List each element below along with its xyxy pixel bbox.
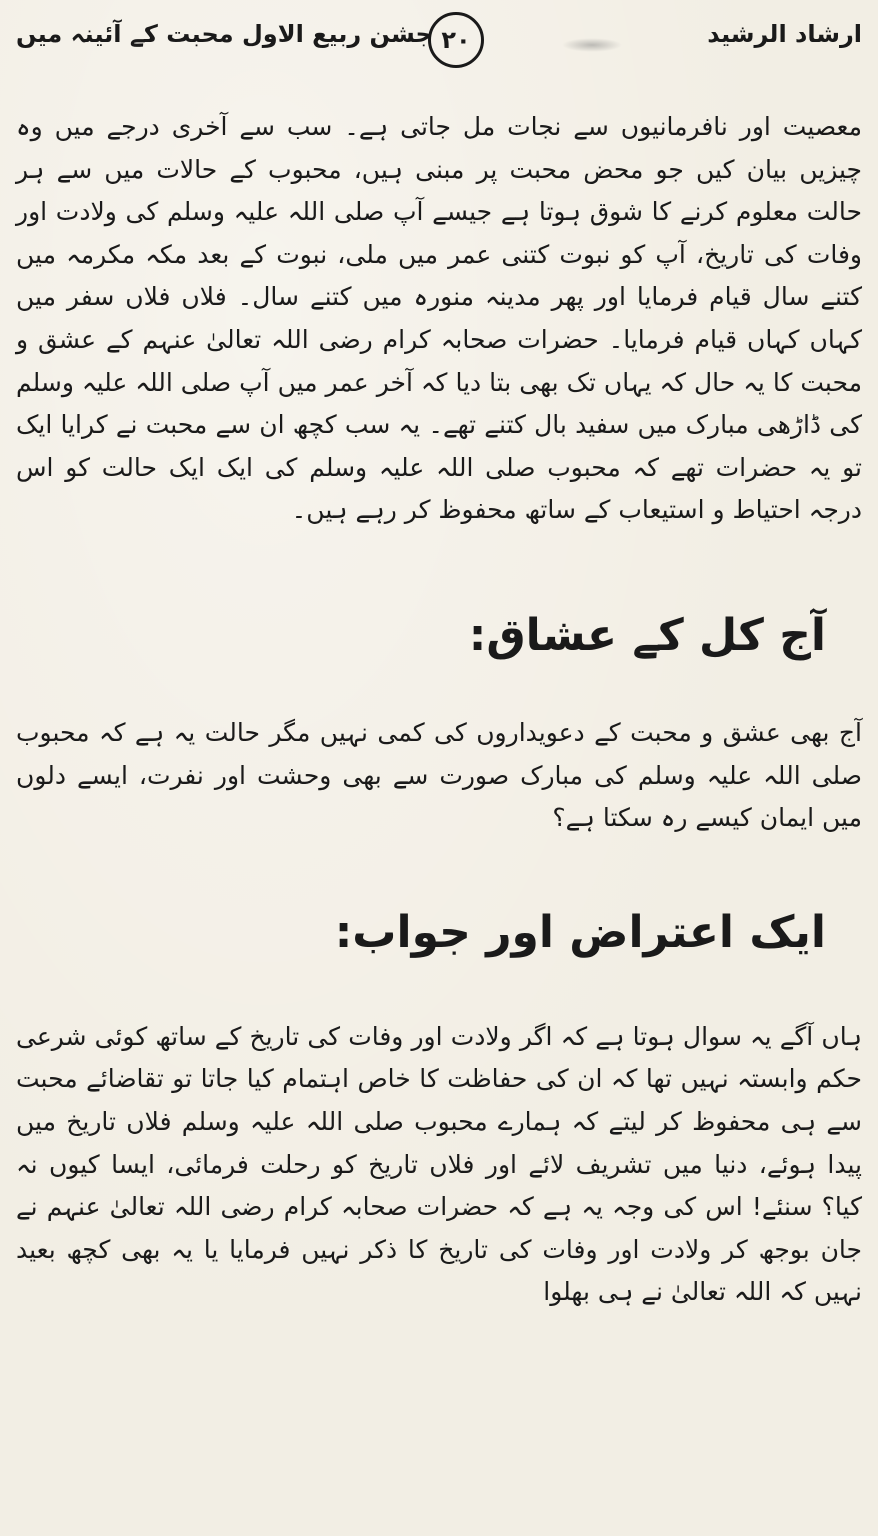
section-heading-lovers-today: آج کل کے عشاق: — [468, 609, 826, 661]
paragraph-intro: معصیت اور نافرمانیوں سے نجات مل جاتی ہے۔ سب سے آخری درجے میں وہ چیزیں بیان کیں جو محض محبت پر مبنی ہیں، محبوب کے حالات میں سے ہر حالت معلوم کرنے کا شوق ہوتا ہے جیسے آپ صلی اللہ علیہ وسلم کی ولادت اور وفات کی تاریخ، آپ کو نبوت کتنی عمر میں ملی، نبوت کے بعد مکہ مکرمہ میں کتنے سال قیام فرمایا اور پھر مدینہ منورہ میں کتنے سال۔ فلاں فلاں سفر میں کہاں کہاں قیام فرمایا۔ حضرات صحابہ کرام رضی اللہ تعالیٰ عنہم کے عشق و محبت کا یہ حال کہ یہاں تک بھی بتا دیا کہ آخر عمر میں آپ صلی اللہ علیہ وسلم کی ڈاڑھی مبارک میں سفید بال کتنے تھے۔ یہ سب کچھ ان سے محبت نے کرایا ایک تو یہ حضرات تھے کہ محبوب صلی اللہ علیہ وسلم کی ایک ایک حالت کو اس درجہ احتیاط و استیعاب کے ساتھ محفوظ کر رہے ہیں۔ — [16, 112, 862, 525]
section-heading-objection-answer: ایک اعتراض اور جواب: — [334, 906, 826, 958]
chapter-title: جشن ربیع الاول محبت کے آئینہ میں — [16, 20, 433, 48]
paragraph-lovers-today: آج بھی عشق و محبت کے دعویداروں کی کمی نہیں مگر حالت یہ ہے کہ محبوب صلی اللہ علیہ وسلم کی مبارک صورت سے بھی وحشت اور نفرت، ایسے دلوں میں ایمان کیسے رہ سکتا ہے؟ — [16, 717, 862, 833]
page-number-circle: ۲۰ — [428, 12, 484, 68]
book-title: ارشاد الرشید — [707, 20, 862, 48]
print-smudge — [562, 38, 622, 52]
paragraph-objection-answer: ہاں آگے یہ سوال ہوتا ہے کہ اگر ولادت اور وفات کی تاریخ کے ساتھ کوئی شرعی حکم وابستہ نہیں تھا کہ ان کی حفاظت کا خاص اہتمام کیا جاتا تو تقاضائے محبت سے ہی محفوظ کر لیتے کہ ہمارے محبوب صلی اللہ علیہ وسلم فلاں تاریخ میں پیدا ہوئے، دنیا میں تشریف لائے اور فلاں تاریخ کو رحلت فرمائی، ایسا کیوں نہ کیا؟ سنئے! اس کی وجہ یہ ہے کہ حضرات صحابہ کرام رضی اللہ تعالیٰ عنہم نے جان بوجھ کر ولادت اور وفات کی تاریخ کا ذکر نہیں فرمایا یا یہ بھی کچھ بعید نہیں کہ اللہ تعالیٰ نے ہی بھلوا — [16, 1021, 862, 1307]
page-header — [16, 10, 862, 88]
